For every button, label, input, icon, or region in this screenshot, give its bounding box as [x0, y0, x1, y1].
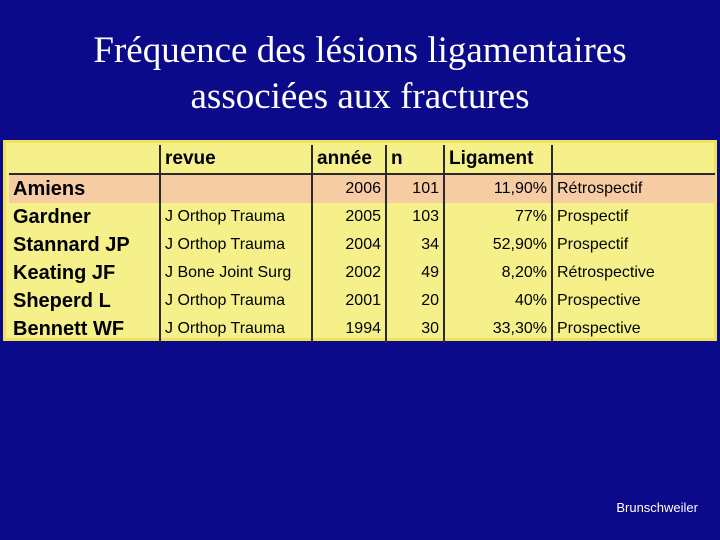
study-type: Rétrospectif	[552, 174, 715, 203]
year: 2001	[312, 287, 386, 315]
study-type: Rétrospective	[552, 259, 715, 287]
header-revue: revue	[160, 145, 312, 174]
year: 1994	[312, 315, 386, 343]
journal: J Orthop Trauma	[160, 203, 312, 231]
header-n: n	[386, 145, 444, 174]
study-type: Prospective	[552, 315, 715, 343]
title-line-2: associées aux fractures	[190, 76, 530, 117]
year: 2006	[312, 174, 386, 203]
journal: J Orthop Trauma	[160, 315, 312, 343]
year: 2004	[312, 231, 386, 259]
studies-table	[9, 145, 715, 343]
study-type: Prospectif	[552, 231, 715, 259]
table-row	[9, 231, 715, 259]
ligament-rate: 40%	[444, 287, 552, 315]
study-name: Amiens	[9, 174, 160, 203]
table-row	[9, 203, 715, 231]
year: 2002	[312, 259, 386, 287]
title-line-1: Fréquence des lésions ligamentaires	[93, 30, 627, 71]
ligament-rate: 77%	[444, 203, 552, 231]
table-row	[9, 174, 715, 203]
journal: J Orthop Trauma	[160, 287, 312, 315]
ligament-rate: 33,30%	[444, 315, 552, 343]
table-header-row	[9, 145, 715, 174]
study-type: Prospective	[552, 287, 715, 315]
journal: J Bone Joint Surg	[160, 259, 312, 287]
table-row	[9, 315, 715, 343]
year: 2005	[312, 203, 386, 231]
studies-table-container	[3, 140, 717, 341]
journal	[160, 174, 312, 203]
sample-size: 103	[386, 203, 444, 231]
header-annee: année	[312, 145, 386, 174]
table-row	[9, 287, 715, 315]
slide-title	[0, 28, 720, 120]
study-name: Gardner	[13, 205, 91, 228]
journal: J Orthop Trauma	[160, 231, 312, 259]
sample-size: 34	[386, 231, 444, 259]
ligament-rate: 8,20%	[444, 259, 552, 287]
sample-size: 101	[386, 174, 444, 203]
sample-size: 20	[386, 287, 444, 315]
study-name: Sheperd L	[13, 289, 111, 312]
study-name: Stannard JP	[13, 233, 130, 256]
header-ligament: Ligament	[444, 145, 552, 174]
sample-size: 49	[386, 259, 444, 287]
ligament-rate: 11,90%	[444, 174, 552, 203]
study-name: Keating JF	[13, 261, 116, 284]
table-row	[9, 259, 715, 287]
study-name: Bennett WF	[13, 317, 125, 340]
ligament-rate: 52,90%	[444, 231, 552, 259]
header-name	[9, 145, 160, 174]
sample-size: 30	[386, 315, 444, 343]
header-type	[552, 145, 715, 174]
study-type: Prospectif	[552, 203, 715, 231]
author-credit: Brunschweiler	[616, 500, 698, 515]
